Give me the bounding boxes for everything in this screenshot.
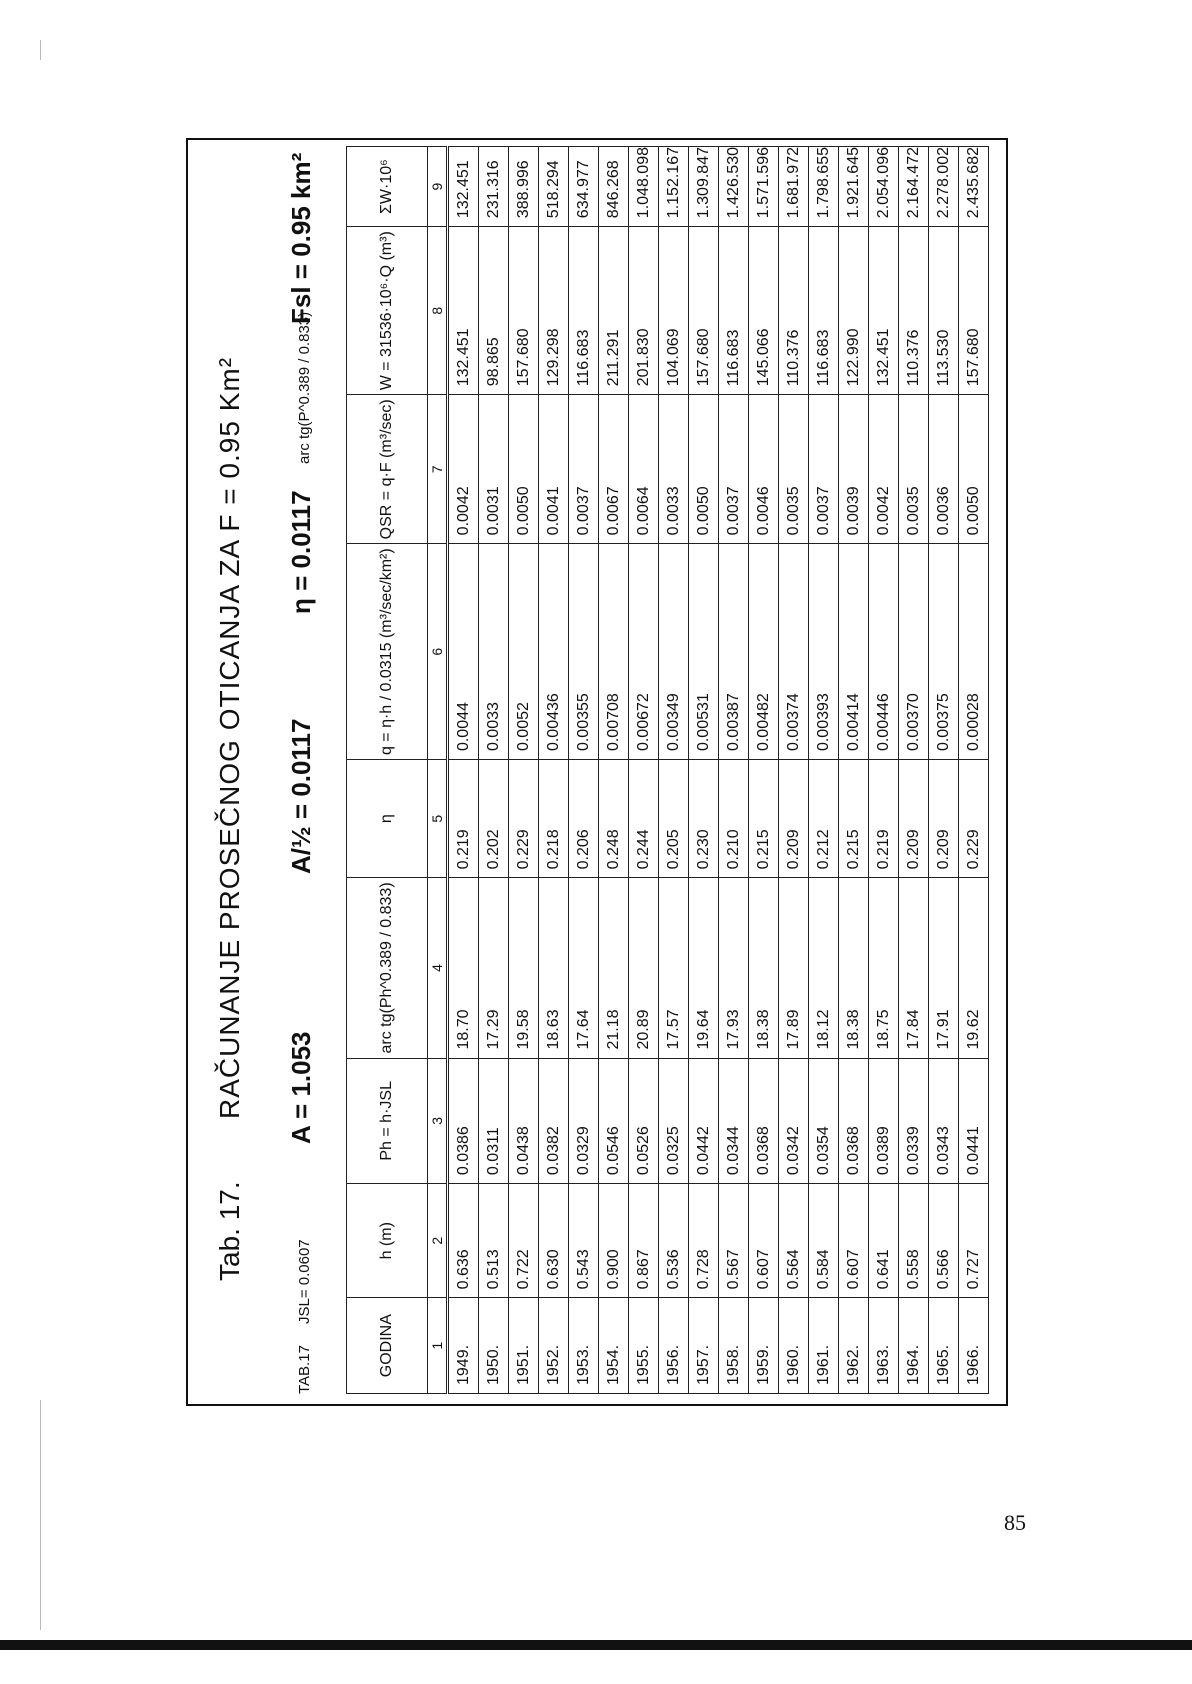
year-cell: 1956. [659,1298,689,1394]
value-cell: 0.641 [869,1184,899,1298]
value-cell: 0.00028 [959,544,989,760]
value-cell: 0.210 [719,760,749,878]
value-cell: 201.830 [629,227,659,395]
value-cell: 0.00531 [689,544,719,760]
value-cell: 0.0041 [539,395,569,544]
page-number: 85 [1004,1510,1026,1535]
year-cell: 1960. [779,1298,809,1394]
value-cell: 0.0311 [479,1058,509,1184]
value-cell: 20.89 [629,878,659,1058]
value-cell: 0.607 [749,1184,779,1298]
value-cell: 0.543 [569,1184,599,1298]
value-cell: 0.209 [929,760,959,878]
year-cell: 1963. [869,1298,899,1394]
value-cell: 17.93 [719,878,749,1058]
runoff-table [346,146,989,1394]
value-cell: 129.298 [539,227,569,395]
value-cell: 18.12 [809,878,839,1058]
value-cell: 0.0441 [959,1058,989,1184]
value-cell: 0.218 [539,760,569,878]
column-number: 2 [428,1184,448,1298]
value-cell: 0.00672 [629,544,659,760]
value-cell: 0.722 [509,1184,539,1298]
value-cell: 0.0042 [448,395,479,544]
value-cell: 0.566 [929,1184,959,1298]
table-row [689,147,719,1394]
value-cell: 0.212 [809,760,839,878]
param-a: A = 1.053 [286,1031,316,1144]
header-qsr: QSR = q·F (m³/sec) [347,395,428,544]
value-cell: 518.294 [539,147,569,227]
value-cell: 0.219 [448,760,479,878]
year-cell: 1951. [509,1298,539,1394]
column-number: 8 [428,227,448,395]
value-cell: 0.0386 [448,1058,479,1184]
year-cell: 1952. [539,1298,569,1394]
scan-margin-mark [40,40,41,60]
value-cell: 0.206 [569,760,599,878]
value-cell: 0.0368 [839,1058,869,1184]
value-cell: 0.0037 [569,395,599,544]
value-cell: 116.683 [719,227,749,395]
value-cell: 110.376 [779,227,809,395]
value-cell: 0.0067 [599,395,629,544]
value-cell: 2.435.682 [959,147,989,227]
parameter-line [278,144,338,1394]
value-cell: 1.921.645 [839,147,869,227]
table-row [899,147,929,1394]
year-cell: 1958. [719,1298,749,1394]
header-q: q = η·h / 0.0315 (m³/sec/km²) [347,544,428,760]
value-cell: 388.996 [509,147,539,227]
value-cell: 0.0342 [779,1058,809,1184]
table-row [629,147,659,1394]
table-row [599,147,629,1394]
header-arctg: arc tg(Ph^0.389 / 0.833) [347,878,428,1058]
table-row [959,147,989,1394]
value-cell: 110.376 [899,227,929,395]
value-cell: 0.0389 [869,1058,899,1184]
value-cell: 634.977 [569,147,599,227]
table-row [839,147,869,1394]
param-eta: η = 0.0117 [286,490,316,614]
table-row [749,147,779,1394]
value-cell: 0.728 [689,1184,719,1298]
column-number-row [428,147,448,1394]
value-cell: 1.048.098 [629,147,659,227]
value-cell: 0.205 [659,760,689,878]
header-row [347,147,428,1394]
value-cell: 0.0325 [659,1058,689,1184]
value-cell: 0.0438 [509,1058,539,1184]
year-cell: 1966. [959,1298,989,1394]
year-cell: 1955. [629,1298,659,1394]
param-a-half: A/½ = 0.0117 [286,718,316,874]
value-cell: 0.0368 [749,1058,779,1184]
value-cell: 157.680 [509,227,539,395]
value-cell: 0.00349 [659,544,689,760]
column-number: 1 [428,1298,448,1394]
table-title: RAČUNANJE PROSEČNOG OTICANJA ZA F = 0.95 Km² [214,356,245,1119]
column-number: 9 [428,147,448,227]
table-row [509,147,539,1394]
value-cell: 0.0339 [899,1058,929,1184]
value-cell: 2.164.472 [899,147,929,227]
value-cell: 0.0046 [749,395,779,544]
value-cell: 0.536 [659,1184,689,1298]
column-number: 3 [428,1058,448,1184]
value-cell: 846.268 [599,147,629,227]
header-h: h (m) [347,1184,428,1298]
value-cell: 0.0039 [839,395,869,544]
scan-bottom-bar [0,1640,1192,1650]
value-cell: 0.202 [479,760,509,878]
value-cell: 19.58 [509,878,539,1058]
value-cell: 0.636 [448,1184,479,1298]
table-row [569,147,599,1394]
value-cell: 0.0036 [929,395,959,544]
value-cell: 0.0050 [689,395,719,544]
value-cell: 2.278.002 [929,147,959,227]
value-cell: 0.00387 [719,544,749,760]
value-cell: 0.584 [809,1184,839,1298]
value-cell: 104.069 [659,227,689,395]
column-number: 7 [428,395,448,544]
value-cell: 0.0042 [869,395,899,544]
value-cell: 0.0526 [629,1058,659,1184]
value-cell: 0.0050 [509,395,539,544]
header-godina: GODINA [347,1298,428,1394]
value-cell: 17.89 [779,878,809,1058]
value-cell: 0.209 [899,760,929,878]
value-cell: 0.00355 [569,544,599,760]
value-cell: 0.0064 [629,395,659,544]
value-cell: 1.571.596 [749,147,779,227]
value-cell: 157.680 [959,227,989,395]
value-cell: 1.152.167 [659,147,689,227]
column-number: 6 [428,544,448,760]
value-cell: 0.0037 [809,395,839,544]
value-cell: 19.62 [959,878,989,1058]
value-cell: 0.209 [779,760,809,878]
value-cell: 0.0033 [479,544,509,760]
value-cell: 17.64 [569,878,599,1058]
value-cell: 0.215 [839,760,869,878]
value-cell: 0.00482 [749,544,779,760]
column-number: 4 [428,878,448,1058]
value-cell: 0.00446 [869,544,899,760]
value-cell: 0.727 [959,1184,989,1298]
table-row [809,147,839,1394]
header-sum-w: ΣW·10⁶ [347,147,428,227]
value-cell: 0.0031 [479,395,509,544]
value-cell: 0.00375 [929,544,959,760]
value-cell: 1.798.655 [809,147,839,227]
value-cell: 0.229 [959,760,989,878]
value-cell: 0.867 [629,1184,659,1298]
value-cell: 116.683 [809,227,839,395]
value-cell: 0.0050 [959,395,989,544]
year-cell: 1950. [479,1298,509,1394]
table-number: Tab. 17. [214,1181,245,1281]
year-cell: 1949. [448,1298,479,1394]
column-number: 5 [428,760,448,878]
value-cell: 0.513 [479,1184,509,1298]
value-cell: 0.00393 [809,544,839,760]
year-cell: 1962. [839,1298,869,1394]
value-cell: 0.00414 [839,544,869,760]
value-cell: 116.683 [569,227,599,395]
value-cell: 0.248 [599,760,629,878]
value-cell: 0.0344 [719,1058,749,1184]
param-arctg: arc tg(P^0.389 / 0.833) [296,311,313,464]
value-cell: 1.426.530 [719,147,749,227]
value-cell: 0.558 [899,1184,929,1298]
year-cell: 1961. [809,1298,839,1394]
value-cell: 17.91 [929,878,959,1058]
value-cell: 0.0035 [779,395,809,544]
value-cell: 0.0354 [809,1058,839,1184]
year-cell: 1957. [689,1298,719,1394]
value-cell: 2.054.096 [869,147,899,227]
value-cell: 122.990 [839,227,869,395]
year-cell: 1954. [599,1298,629,1394]
value-cell: 18.38 [749,878,779,1058]
value-cell: 0.0442 [689,1058,719,1184]
value-cell: 98.865 [479,227,509,395]
value-cell: 0.564 [779,1184,809,1298]
param-tab: TAB.17 [296,1345,313,1394]
table-row [869,147,899,1394]
table-row [479,147,509,1394]
value-cell: 0.215 [749,760,779,878]
table-heading [196,144,266,1394]
value-cell: 19.64 [689,878,719,1058]
value-cell: 0.0044 [448,544,479,760]
value-cell: 132.451 [448,227,479,395]
table-row [539,147,569,1394]
value-cell: 1.681.972 [779,147,809,227]
value-cell: 1.309.847 [689,147,719,227]
value-cell: 0.00708 [599,544,629,760]
value-cell: 17.57 [659,878,689,1058]
value-cell: 0.00370 [899,544,929,760]
year-cell: 1965. [929,1298,959,1394]
value-cell: 113.530 [929,227,959,395]
rotated-table-block [196,144,982,1394]
value-cell: 0.00436 [539,544,569,760]
table-row [719,147,749,1394]
value-cell: 17.84 [899,878,929,1058]
year-cell: 1953. [569,1298,599,1394]
table-row [779,147,809,1394]
value-cell: 0.900 [599,1184,629,1298]
year-cell: 1964. [899,1298,929,1394]
year-cell: 1959. [749,1298,779,1394]
value-cell: 0.0343 [929,1058,959,1184]
value-cell: 132.451 [448,147,479,227]
scan-margin-mark [40,1400,41,1630]
value-cell: 18.63 [539,878,569,1058]
value-cell: 0.0035 [899,395,929,544]
value-cell: 21.18 [599,878,629,1058]
value-cell: 0.0052 [509,544,539,760]
table-row [929,147,959,1394]
table-row [659,147,689,1394]
value-cell: 211.291 [599,227,629,395]
value-cell: 231.316 [479,147,509,227]
header-eta: η [347,760,428,878]
value-cell: 0.630 [539,1184,569,1298]
value-cell: 18.70 [448,878,479,1058]
value-cell: 0.567 [719,1184,749,1298]
value-cell: 0.00374 [779,544,809,760]
header-ph: Ph = h·JSL [347,1058,428,1184]
value-cell: 145.066 [749,227,779,395]
value-cell: 0.230 [689,760,719,878]
value-cell: 0.0037 [719,395,749,544]
value-cell: 0.607 [839,1184,869,1298]
value-cell: 0.0546 [599,1058,629,1184]
value-cell: 132.451 [869,227,899,395]
value-cell: 0.0033 [659,395,689,544]
table-row [448,147,479,1394]
value-cell: 157.680 [689,227,719,395]
value-cell: 18.75 [869,878,899,1058]
param-jsl: JSL= 0.0607 [296,1239,313,1324]
value-cell: 18.38 [839,878,869,1058]
value-cell: 17.29 [479,878,509,1058]
value-cell: 0.219 [869,760,899,878]
value-cell: 0.244 [629,760,659,878]
value-cell: 0.0329 [569,1058,599,1184]
param-fsl: Fsl = 0.95 km² [286,152,316,324]
value-cell: 0.0382 [539,1058,569,1184]
value-cell: 0.229 [509,760,539,878]
header-w: W = 31536·10⁶·Q (m³) [347,227,428,395]
